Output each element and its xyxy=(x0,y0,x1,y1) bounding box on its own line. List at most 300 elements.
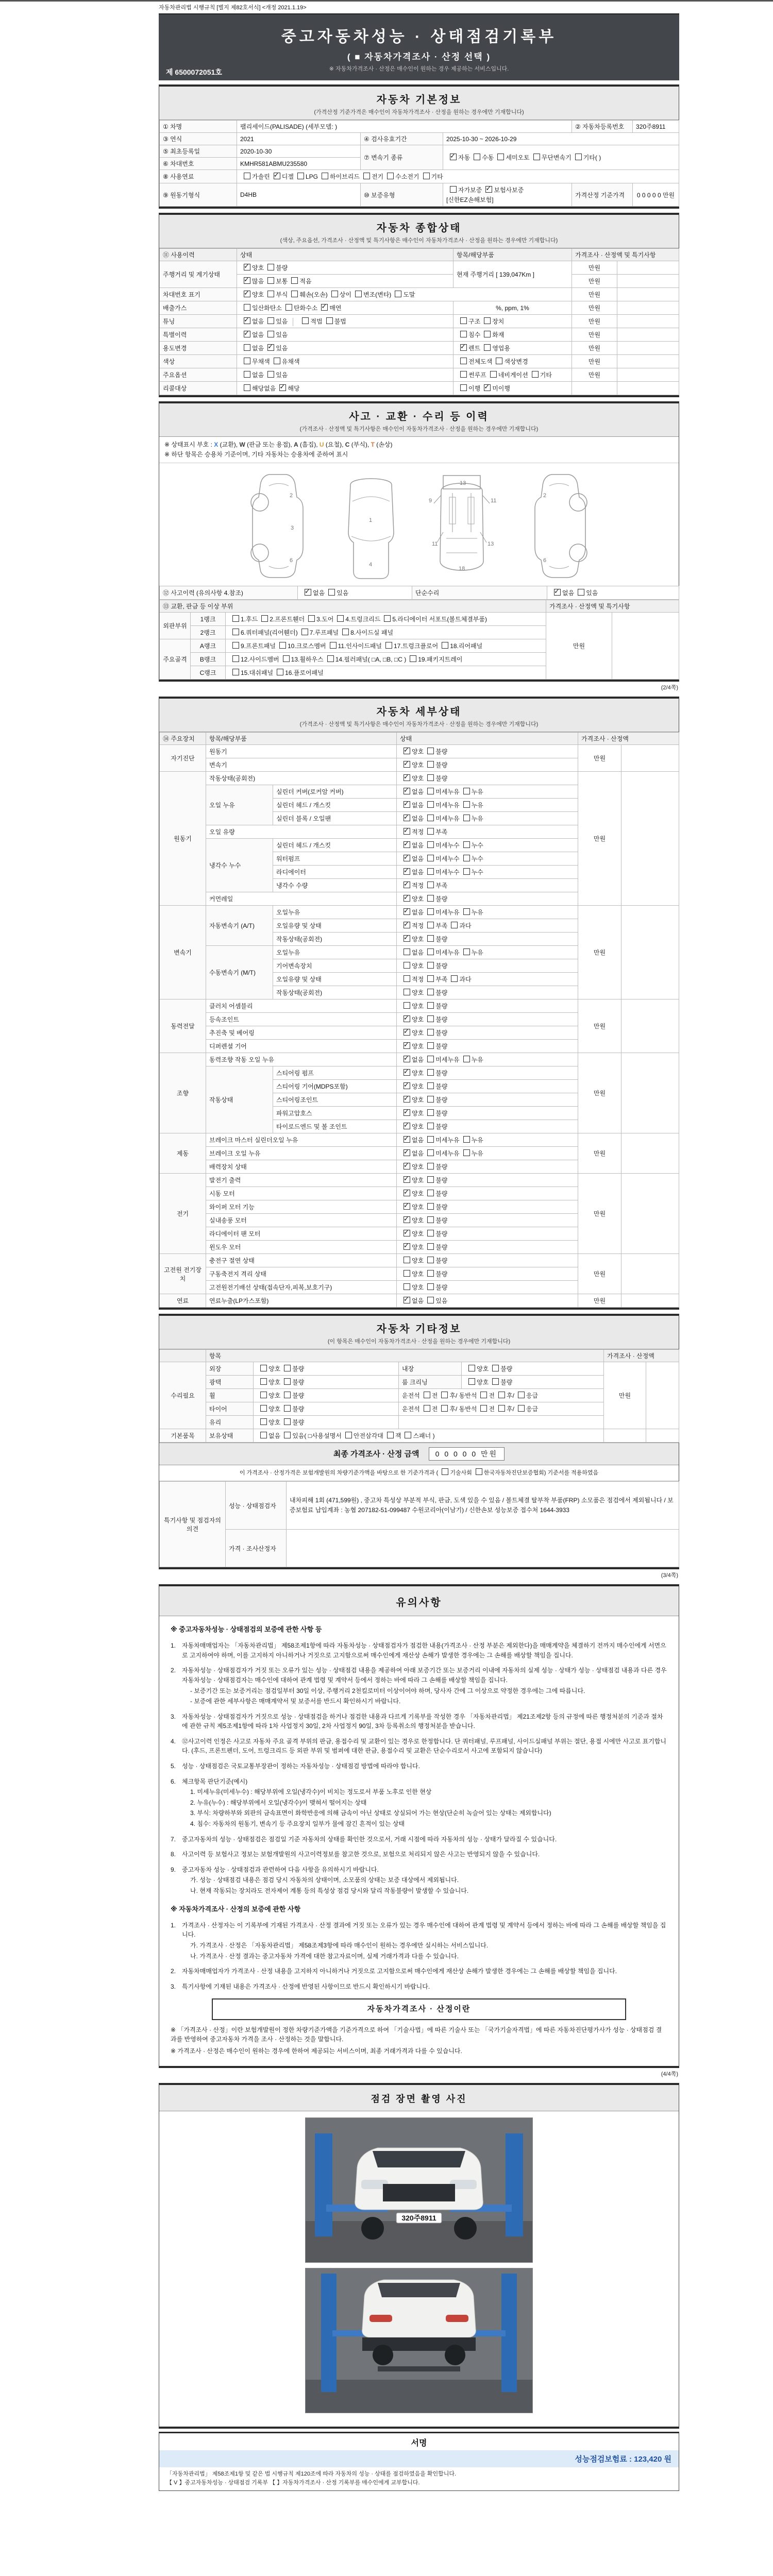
checkbox-option[interactable] xyxy=(380,615,487,623)
checkbox[interactable] xyxy=(301,629,308,635)
checkbox-option[interactable] xyxy=(229,615,258,623)
checkbox-option[interactable] xyxy=(400,1082,424,1091)
checkbox-option[interactable] xyxy=(457,344,480,352)
checkbox-option[interactable] xyxy=(572,153,601,162)
checkbox[interactable] xyxy=(404,855,410,861)
checkbox[interactable] xyxy=(232,642,239,649)
checkbox[interactable] xyxy=(404,895,410,902)
checkbox-option[interactable] xyxy=(457,357,492,366)
checkbox[interactable] xyxy=(480,1392,487,1398)
checkbox[interactable] xyxy=(451,922,458,928)
checkbox-option[interactable] xyxy=(288,277,311,285)
checkbox[interactable] xyxy=(427,1243,434,1250)
checkbox-option[interactable] xyxy=(424,1082,447,1091)
checkbox-option[interactable] xyxy=(447,921,471,930)
checkbox[interactable] xyxy=(244,331,250,337)
checkbox[interactable] xyxy=(518,1405,525,1412)
checkbox[interactable] xyxy=(480,1405,487,1412)
checkbox-option[interactable] xyxy=(400,1189,424,1198)
checkbox[interactable] xyxy=(404,1002,410,1009)
checkbox[interactable] xyxy=(404,1176,410,1183)
checkbox-option[interactable] xyxy=(574,588,598,597)
checkbox-option[interactable] xyxy=(424,1202,447,1211)
checkbox-option[interactable] xyxy=(400,1269,424,1278)
checkbox-option[interactable] xyxy=(528,370,552,379)
checkbox-option[interactable] xyxy=(400,841,424,850)
checkbox-option[interactable] xyxy=(424,975,447,984)
checkbox[interactable] xyxy=(474,154,480,160)
checkbox[interactable] xyxy=(427,868,434,875)
checkbox[interactable] xyxy=(244,264,250,270)
checkbox-option[interactable] xyxy=(470,153,494,162)
checkbox[interactable] xyxy=(345,1432,352,1438)
checkbox[interactable] xyxy=(244,371,250,378)
checkbox-option[interactable] xyxy=(400,1162,424,1171)
checkbox[interactable] xyxy=(476,1468,482,1475)
checkbox[interactable] xyxy=(460,384,467,391)
checkbox[interactable] xyxy=(291,291,298,297)
checkbox[interactable] xyxy=(427,1069,434,1076)
checkbox-option[interactable] xyxy=(424,1095,447,1104)
checkbox[interactable] xyxy=(450,186,457,193)
checkbox[interactable] xyxy=(405,1432,411,1438)
checkbox[interactable] xyxy=(404,1082,410,1089)
checkbox-option[interactable] xyxy=(457,384,480,393)
checkbox[interactable] xyxy=(463,788,470,794)
checkbox-option[interactable] xyxy=(400,1202,424,1211)
checkbox-option[interactable] xyxy=(400,760,424,769)
checkbox-option[interactable] xyxy=(323,317,346,326)
checkbox[interactable] xyxy=(427,748,434,754)
checkbox[interactable] xyxy=(484,344,491,351)
checkbox[interactable] xyxy=(260,1392,267,1398)
checkbox-option[interactable] xyxy=(460,908,483,917)
checkbox[interactable] xyxy=(284,1392,291,1398)
checkbox[interactable] xyxy=(427,855,434,861)
checkbox[interactable] xyxy=(404,908,410,915)
checkbox-option[interactable] xyxy=(240,330,264,339)
checkbox-option[interactable] xyxy=(438,1391,456,1400)
checkbox[interactable] xyxy=(427,1190,434,1196)
checkbox-option[interactable] xyxy=(424,1296,447,1305)
checkbox-option[interactable] xyxy=(400,1176,424,1184)
checkbox-option[interactable] xyxy=(264,277,288,285)
checkbox-option[interactable] xyxy=(400,1229,424,1238)
checkbox[interactable] xyxy=(427,962,434,969)
checkbox[interactable] xyxy=(267,371,274,378)
checkbox[interactable] xyxy=(277,669,283,675)
checkbox-option[interactable] xyxy=(229,641,276,650)
checkbox[interactable] xyxy=(427,761,434,768)
checkbox-option[interactable] xyxy=(400,908,424,917)
checkbox-option[interactable] xyxy=(424,787,459,796)
checkbox[interactable] xyxy=(279,384,286,391)
checkbox[interactable] xyxy=(342,629,349,635)
checkbox[interactable] xyxy=(291,277,298,284)
checkbox[interactable] xyxy=(404,948,410,955)
checkbox-option[interactable] xyxy=(460,814,483,823)
checkbox[interactable] xyxy=(410,655,416,662)
checkbox[interactable] xyxy=(427,1123,434,1129)
checkbox-option[interactable] xyxy=(472,1468,544,1477)
checkbox[interactable] xyxy=(463,855,470,861)
checkbox-option[interactable] xyxy=(360,172,383,181)
checkbox[interactable] xyxy=(404,748,410,754)
checkbox-option[interactable] xyxy=(400,747,424,756)
checkbox-option[interactable] xyxy=(489,1364,512,1373)
checkbox-option[interactable] xyxy=(276,384,299,393)
checkbox[interactable] xyxy=(490,371,497,378)
checkbox[interactable] xyxy=(427,815,434,821)
checkbox-option[interactable] xyxy=(420,1404,438,1413)
checkbox-option[interactable] xyxy=(264,317,288,326)
checkbox-option[interactable] xyxy=(229,668,273,677)
checkbox-option[interactable] xyxy=(447,975,471,984)
checkbox-option[interactable] xyxy=(400,1243,424,1251)
checkbox[interactable] xyxy=(274,173,280,179)
checkbox[interactable] xyxy=(518,1392,525,1398)
checkbox-option[interactable] xyxy=(424,868,459,876)
checkbox[interactable] xyxy=(308,615,315,622)
checkbox[interactable] xyxy=(427,1176,434,1183)
checkbox-option[interactable] xyxy=(400,1296,424,1305)
checkbox-option[interactable] xyxy=(424,894,447,903)
checkbox[interactable] xyxy=(554,589,561,596)
checkbox[interactable] xyxy=(578,589,584,596)
checkbox-option[interactable] xyxy=(270,357,300,366)
checkbox-option[interactable] xyxy=(424,1283,447,1292)
checkbox-option[interactable] xyxy=(328,290,351,299)
checkbox-option[interactable] xyxy=(257,1431,280,1440)
checkbox-option[interactable] xyxy=(240,303,282,312)
checkbox-option[interactable] xyxy=(424,1176,447,1184)
checkbox-option[interactable] xyxy=(264,370,288,379)
checkbox-option[interactable] xyxy=(400,1055,424,1064)
checkbox[interactable] xyxy=(404,1190,410,1196)
checkbox[interactable] xyxy=(427,975,434,982)
checkbox-option[interactable] xyxy=(424,948,459,957)
checkbox[interactable] xyxy=(404,1283,410,1290)
checkbox-option[interactable] xyxy=(400,1149,424,1158)
checkbox-option[interactable] xyxy=(514,1391,538,1400)
checkbox-option[interactable] xyxy=(400,1042,424,1050)
checkbox-option[interactable] xyxy=(276,641,326,650)
checkbox[interactable] xyxy=(404,761,410,768)
checkbox[interactable] xyxy=(284,1418,291,1425)
checkbox[interactable] xyxy=(267,317,274,324)
checkbox-option[interactable] xyxy=(480,317,504,326)
checkbox-option[interactable] xyxy=(460,787,483,796)
checkbox[interactable] xyxy=(232,615,239,622)
checkbox[interactable] xyxy=(232,629,239,635)
checkbox-option[interactable] xyxy=(400,774,424,783)
checkbox[interactable] xyxy=(427,1136,434,1143)
checkbox-option[interactable] xyxy=(240,172,270,181)
checkbox[interactable] xyxy=(404,935,410,942)
checkbox[interactable] xyxy=(327,655,334,662)
checkbox-option[interactable] xyxy=(424,1256,447,1265)
checkbox[interactable] xyxy=(463,1149,470,1156)
checkbox-option[interactable] xyxy=(482,185,524,194)
checkbox[interactable] xyxy=(427,1096,434,1103)
checkbox-option[interactable] xyxy=(391,290,415,299)
checkbox-option[interactable] xyxy=(288,290,327,299)
checkbox[interactable] xyxy=(404,815,410,821)
checkbox-option[interactable] xyxy=(280,1364,304,1373)
checkbox-option[interactable] xyxy=(325,588,348,597)
checkbox[interactable] xyxy=(331,291,338,297)
checkbox-option[interactable] xyxy=(270,172,294,181)
checkbox[interactable] xyxy=(267,264,274,270)
checkbox[interactable] xyxy=(404,1297,410,1303)
checkbox[interactable] xyxy=(498,1392,505,1398)
checkbox-option[interactable] xyxy=(457,370,486,379)
checkbox[interactable] xyxy=(427,1082,434,1089)
checkbox-option[interactable] xyxy=(264,263,288,272)
checkbox-option[interactable] xyxy=(318,172,360,181)
checkbox-option[interactable] xyxy=(424,1069,447,1077)
checkbox-option[interactable] xyxy=(460,841,483,850)
checkbox-option[interactable] xyxy=(400,1256,424,1265)
checkbox[interactable] xyxy=(232,669,239,675)
checkbox[interactable] xyxy=(450,154,457,160)
checkbox-option[interactable] xyxy=(424,827,447,836)
checkbox[interactable] xyxy=(337,615,344,622)
checkbox[interactable] xyxy=(244,173,250,179)
checkbox-option[interactable] xyxy=(550,588,574,597)
checkbox[interactable] xyxy=(427,1029,434,1036)
checkbox-option[interactable] xyxy=(424,961,447,970)
checkbox-option[interactable] xyxy=(424,1122,447,1131)
checkbox-option[interactable] xyxy=(351,290,391,299)
checkbox-option[interactable] xyxy=(400,935,424,943)
checkbox[interactable] xyxy=(260,1378,267,1385)
checkbox[interactable] xyxy=(497,154,504,160)
checkbox[interactable] xyxy=(404,1029,410,1036)
checkbox[interactable] xyxy=(404,1096,410,1103)
checkbox-option[interactable] xyxy=(229,655,279,664)
checkbox-option[interactable] xyxy=(229,628,298,637)
checkbox[interactable] xyxy=(274,358,280,364)
checkbox-option[interactable] xyxy=(240,370,264,379)
checkbox-option[interactable] xyxy=(400,787,424,796)
checkbox[interactable] xyxy=(404,1123,410,1129)
checkbox[interactable] xyxy=(326,317,333,324)
checkbox-option[interactable] xyxy=(240,344,264,352)
checkbox[interactable] xyxy=(427,1056,434,1062)
checkbox-option[interactable] xyxy=(480,384,510,393)
checkbox[interactable] xyxy=(404,841,410,848)
checkbox-option[interactable] xyxy=(400,1122,424,1131)
checkbox[interactable] xyxy=(302,317,309,324)
checkbox-option[interactable] xyxy=(273,668,324,677)
checkbox[interactable] xyxy=(267,291,274,297)
checkbox-option[interactable] xyxy=(401,1431,434,1440)
checkbox[interactable] xyxy=(387,173,394,179)
checkbox-option[interactable] xyxy=(240,384,276,393)
checkbox-option[interactable] xyxy=(280,1391,304,1400)
checkbox-option[interactable] xyxy=(400,854,424,863)
checkbox[interactable] xyxy=(267,277,274,284)
checkbox[interactable] xyxy=(395,291,401,297)
checkbox-option[interactable] xyxy=(486,370,528,379)
checkbox-option[interactable] xyxy=(257,1404,280,1413)
checkbox[interactable] xyxy=(267,344,274,351)
checkbox[interactable] xyxy=(404,828,410,835)
checkbox[interactable] xyxy=(404,1069,410,1076)
checkbox-option[interactable] xyxy=(424,1136,459,1144)
checkbox[interactable] xyxy=(404,1109,410,1116)
checkbox-option[interactable] xyxy=(424,760,447,769)
checkbox-option[interactable] xyxy=(460,854,483,863)
checkbox[interactable] xyxy=(463,868,470,875)
checkbox[interactable] xyxy=(424,1392,430,1398)
checkbox[interactable] xyxy=(427,882,434,888)
checkbox-option[interactable] xyxy=(400,894,424,903)
checkbox-option[interactable] xyxy=(419,172,443,181)
checkbox-option[interactable] xyxy=(460,868,483,876)
checkbox-option[interactable] xyxy=(477,1404,495,1413)
checkbox-option[interactable] xyxy=(460,801,483,809)
checkbox-option[interactable] xyxy=(424,1243,447,1251)
checkbox[interactable] xyxy=(427,801,434,808)
checkbox-option[interactable] xyxy=(424,747,447,756)
checkbox-option[interactable] xyxy=(400,1095,424,1104)
checkbox-option[interactable] xyxy=(477,1391,495,1400)
checkbox-option[interactable] xyxy=(400,961,424,970)
checkbox[interactable] xyxy=(427,1230,434,1236)
checkbox-option[interactable] xyxy=(400,1069,424,1077)
checkbox[interactable] xyxy=(404,1203,410,1210)
checkbox[interactable] xyxy=(404,1163,410,1170)
checkbox[interactable] xyxy=(404,1257,410,1263)
checkbox-option[interactable] xyxy=(298,317,322,326)
checkbox-option[interactable] xyxy=(530,153,572,162)
checkbox[interactable] xyxy=(427,1297,434,1303)
checkbox[interactable] xyxy=(468,1365,475,1371)
checkbox[interactable] xyxy=(284,1365,291,1371)
checkbox[interactable] xyxy=(384,615,391,622)
checkbox-option[interactable] xyxy=(424,841,459,850)
checkbox[interactable] xyxy=(427,1270,434,1277)
checkbox[interactable] xyxy=(232,655,239,662)
checkbox[interactable] xyxy=(484,384,491,391)
checkbox-option[interactable] xyxy=(424,1109,447,1117)
checkbox-option[interactable] xyxy=(257,1378,280,1386)
checkbox[interactable] xyxy=(485,186,492,193)
checkbox-option[interactable] xyxy=(424,1269,447,1278)
checkbox[interactable] xyxy=(427,989,434,995)
checkbox[interactable] xyxy=(244,384,250,391)
checkbox-option[interactable] xyxy=(492,357,528,366)
checkbox-option[interactable] xyxy=(400,921,424,930)
checkbox-option[interactable] xyxy=(257,1364,280,1373)
checkbox[interactable] xyxy=(283,655,290,662)
checkbox[interactable] xyxy=(404,975,410,982)
checkbox-option[interactable] xyxy=(438,1404,456,1413)
checkbox[interactable] xyxy=(575,154,582,160)
checkbox[interactable] xyxy=(244,358,250,364)
checkbox-option[interactable] xyxy=(424,881,447,890)
checkbox-option[interactable] xyxy=(424,1015,447,1024)
checkbox-option[interactable] xyxy=(326,641,382,650)
checkbox[interactable] xyxy=(463,1136,470,1143)
checkbox-option[interactable] xyxy=(339,628,393,637)
checkbox-option[interactable] xyxy=(424,1055,459,1064)
checkbox-option[interactable] xyxy=(400,1136,424,1144)
checkbox[interactable] xyxy=(427,1002,434,1009)
checkbox-option[interactable] xyxy=(465,1364,489,1373)
checkbox-option[interactable] xyxy=(424,1042,447,1050)
checkbox-option[interactable] xyxy=(420,1391,438,1400)
checkbox-option[interactable] xyxy=(400,868,424,876)
checkbox-option[interactable] xyxy=(424,1216,447,1225)
checkbox-option[interactable] xyxy=(383,1431,401,1440)
checkbox-option[interactable] xyxy=(465,1378,489,1386)
checkbox-option[interactable] xyxy=(280,1431,304,1440)
checkbox[interactable] xyxy=(460,344,467,351)
checkbox-option[interactable] xyxy=(264,290,288,299)
checkbox[interactable] xyxy=(427,908,434,915)
checkbox[interactable] xyxy=(305,589,311,596)
checkbox[interactable] xyxy=(404,1136,410,1143)
checkbox[interactable] xyxy=(427,1283,434,1290)
checkbox[interactable] xyxy=(261,615,268,622)
checkbox[interactable] xyxy=(427,828,434,835)
checkbox[interactable] xyxy=(484,331,491,337)
checkbox[interactable] xyxy=(330,642,337,649)
checkbox-option[interactable] xyxy=(257,1391,280,1400)
checkbox[interactable] xyxy=(427,895,434,902)
checkbox[interactable] xyxy=(441,1392,448,1398)
checkbox-option[interactable] xyxy=(324,655,368,664)
checkbox[interactable] xyxy=(484,317,491,324)
checkbox-option[interactable] xyxy=(342,1431,383,1440)
checkbox[interactable] xyxy=(244,344,250,351)
checkbox-option[interactable] xyxy=(301,588,325,597)
checkbox[interactable] xyxy=(423,173,430,179)
checkbox-option[interactable] xyxy=(406,655,462,664)
checkbox[interactable] xyxy=(404,868,410,875)
checkbox-option[interactable] xyxy=(446,185,482,194)
checkbox[interactable] xyxy=(463,801,470,808)
checkbox[interactable] xyxy=(427,788,434,794)
checkbox[interactable] xyxy=(468,1378,475,1385)
checkbox-option[interactable] xyxy=(438,1468,472,1477)
checkbox-option[interactable] xyxy=(480,330,504,339)
checkbox-option[interactable] xyxy=(424,854,459,863)
checkbox[interactable] xyxy=(260,1432,267,1438)
checkbox[interactable] xyxy=(404,801,410,808)
checkbox-option[interactable] xyxy=(495,1404,513,1413)
checkbox[interactable] xyxy=(404,882,410,888)
checkbox[interactable] xyxy=(463,815,470,821)
checkbox-option[interactable] xyxy=(457,330,480,339)
checkbox[interactable] xyxy=(244,291,250,297)
checkbox[interactable] xyxy=(427,1216,434,1223)
checkbox-option[interactable] xyxy=(400,801,424,809)
checkbox-option[interactable] xyxy=(400,1028,424,1037)
checkbox[interactable] xyxy=(532,371,539,378)
checkbox[interactable] xyxy=(427,1042,434,1049)
checkbox-option[interactable] xyxy=(489,1378,512,1386)
checkbox[interactable] xyxy=(322,173,328,179)
checkbox[interactable] xyxy=(244,304,250,311)
checkbox[interactable] xyxy=(427,948,434,955)
checkbox-option[interactable] xyxy=(240,317,264,326)
checkbox[interactable] xyxy=(427,774,434,781)
checkbox-option[interactable] xyxy=(383,172,419,181)
